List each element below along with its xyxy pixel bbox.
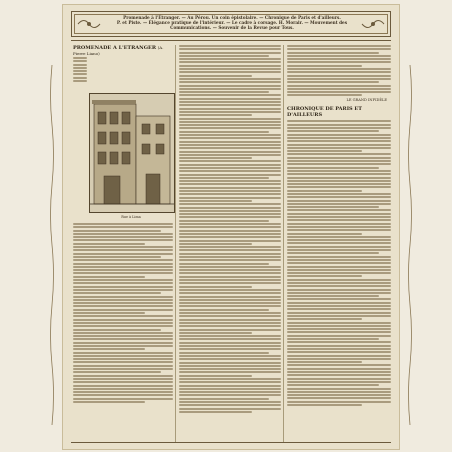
vine-ornament-icon bbox=[49, 65, 55, 425]
header-line-1: Promenade à l'Étranger. — Au Pérou. Un coin épistolaire. — Chronique de Paris et d'ailleurs. bbox=[123, 15, 341, 20]
ornament-icon bbox=[360, 16, 386, 32]
street-drawing-icon bbox=[90, 94, 174, 212]
column-2 bbox=[179, 45, 281, 414]
signature: LE GRAND INFIDÈLE bbox=[346, 98, 387, 103]
column-1 bbox=[73, 45, 173, 86]
article-text bbox=[73, 57, 87, 82]
illustration-street-scene bbox=[89, 93, 175, 213]
column-separator bbox=[175, 45, 176, 443]
page-header bbox=[71, 11, 391, 37]
header-rule bbox=[71, 40, 391, 41]
header-line-2: P. et Piste. — Élégance pratique de l'intérieur. — Le cadre à corsage. H. Morair. — Mouvement des Communications. — Souvenir de la Revue pour Tous. bbox=[116, 20, 348, 30]
chronicle-title: CHRONIQUE DE PARIS ET D'AILLEURS bbox=[287, 106, 362, 119]
article-title bbox=[73, 45, 173, 57]
column-separator bbox=[283, 45, 284, 443]
vine-ornament-icon bbox=[407, 65, 413, 425]
column-1-text bbox=[73, 223, 173, 404]
article-title-text: PROMENADE A L'ETRANGER bbox=[73, 45, 156, 51]
footer-rule bbox=[71, 442, 391, 443]
ornament-icon bbox=[76, 16, 102, 32]
header-summary bbox=[106, 15, 358, 30]
column-3 bbox=[287, 45, 391, 407]
illustration-caption: Rue à Lima bbox=[121, 215, 141, 219]
magazine-page bbox=[62, 4, 400, 450]
article-byline: (A. Pierre Liano) bbox=[73, 45, 164, 56]
